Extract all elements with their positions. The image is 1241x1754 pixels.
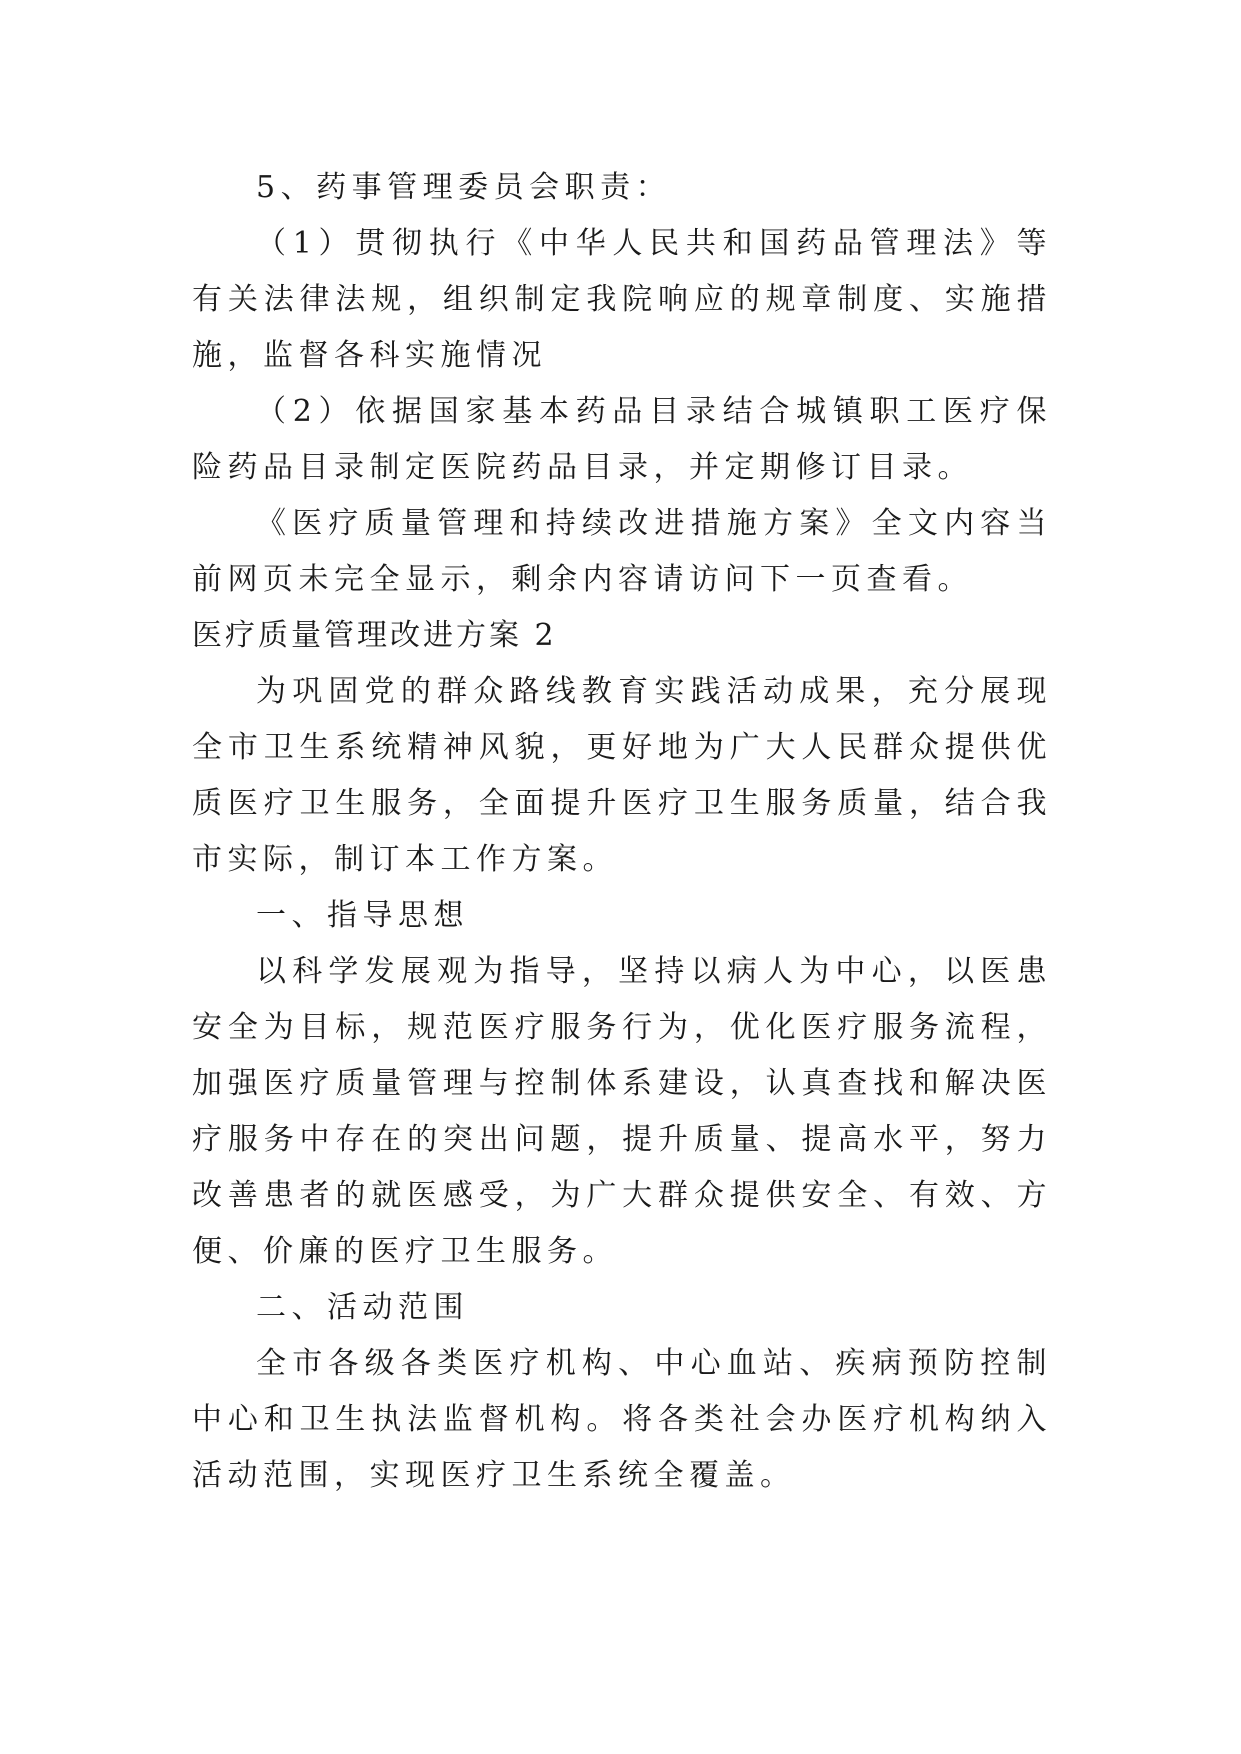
- paragraph-guiding-ideology: 以科学发展观为指导，坚持以病人为中心，以医患安全为目标，规范医疗服务行为，优化医疗服务流程，加强医疗质量管理与控制体系建设，认真查找和解决医疗服务中存在的突出问题，提升质量、提高水平，努力改善患者的就医感受，为广大群众提供安全、有效、方便、价廉的医疗卫生服务。: [192, 954, 1052, 1269]
- paragraph-duty-1: （1）贯彻执行《中华人民共和国药品管理法》等有关法律法规，组织制定我院响应的规章制度、实施措施，监督各科实施情况: [192, 226, 1052, 373]
- paragraph-activity-scope: 全市各级各类医疗机构、中心血站、疾病预防控制中心和卫生执法监督机构。将各类社会办医疗机构纳入活动范围，实现医疗卫生系统全覆盖。: [192, 1346, 1052, 1493]
- paragraph-committee-duties: 5、药事管理委员会职责：: [256, 170, 672, 205]
- paragraph-duty-2: （2）依据国家基本药品目录结合城镇职工医疗保险药品目录制定医院药品目录，并定期修订目录。: [192, 394, 1052, 485]
- paragraph-intro: 为巩固党的群众路线教育实践活动成果，充分展现全市卫生系统精神风貌，更好地为广大人民群众提供优质医疗卫生服务，全面提升医疗卫生服务质量，结合我市实际，制订本工作方案。: [192, 674, 1052, 877]
- document-body: [192, 160, 1052, 1504]
- section-heading: 医疗质量管理改进方案 2: [192, 618, 557, 653]
- section-title-guiding-ideology: 一、指导思想: [256, 898, 469, 933]
- paragraph-continuation-note: 《医疗质量管理和持续改进措施方案》全文内容当前网页未完全显示，剩余内容请访问下一页查看。: [192, 506, 1052, 597]
- section-title-activity-scope: 二、活动范围: [256, 1290, 469, 1325]
